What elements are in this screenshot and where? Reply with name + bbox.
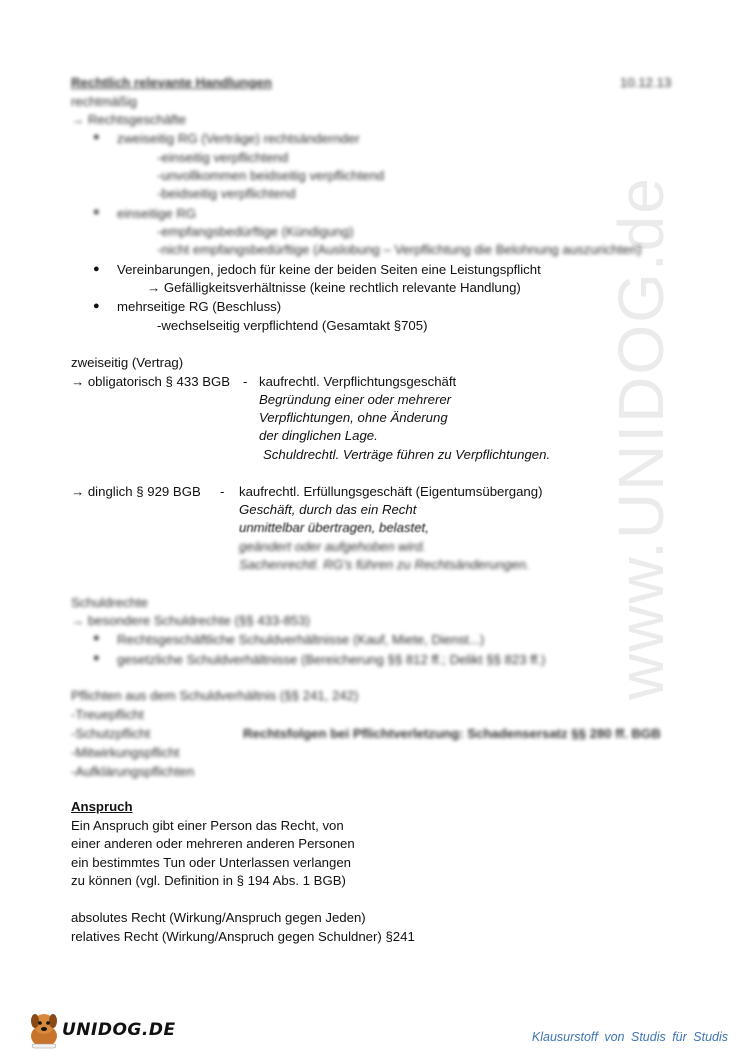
text-line: -Schutzpflicht [71, 726, 151, 741]
footer-tagline: Klausurstoff von Studis für Studis [531, 1030, 728, 1044]
text-line: absolutes Recht (Wirkung/Anspruch gegen Jeden) [71, 910, 366, 925]
text-line: geändert oder aufgehoben wird. [239, 539, 426, 554]
text-line: -wechselseitig verpflichtend (Gesamtakt §705) [157, 318, 428, 333]
text-line: Begründung einer oder mehrerer [259, 392, 452, 407]
text-line: Rechtsgeschäftliche Schuldverhältnisse (Kauf, Miete, Dienst...) [117, 632, 485, 647]
section-heading-anspruch: Anspruch [71, 799, 133, 814]
text-line: Schuldrechte [71, 595, 148, 610]
text-line: einer anderen oder mehreren anderen Personen [71, 836, 355, 851]
text-line: → dinglich § 929 BGB [71, 484, 201, 499]
dash: - [220, 484, 225, 499]
text-line: -unvollkommen beidseitig verpflichtend [157, 168, 385, 183]
text-line: ein bestimmtes Tun oder Unterlassen verlangen [71, 855, 352, 870]
section-heading: Rechtlich relevante Handlungen [71, 75, 272, 90]
text-line: Verpflichtungen, ohne Änderung [259, 410, 448, 425]
dash: - [243, 374, 248, 389]
text-line: kaufrechtl. Erfüllungsgeschäft (Eigentumsübergang) [239, 484, 543, 499]
text-line: → besondere Schuldrechte (§§ 433-853) [71, 613, 310, 628]
text-line: zweiseitig (Vertrag) [71, 355, 184, 370]
text-line: -Mitwirkungspflicht [71, 745, 180, 760]
text-line: Schuldrechtl. Verträge führen zu Verpflichtungen. [263, 447, 551, 462]
text-line: zu können (vgl. Definition in § 194 Abs. 1 BGB) [71, 873, 346, 888]
text-line: mehrseitige RG (Beschluss) [117, 299, 282, 314]
text-line: -einseitig verpflichtend [157, 150, 289, 165]
text-line: -Aufklärungspflichten [71, 764, 195, 779]
text-line: Vereinbarungen, jedoch für keine der beiden Seiten eine Leistungspflicht [117, 262, 541, 277]
text-line: -beidseitig verpflichtend [157, 186, 296, 201]
text-line: unmittelbar übertragen, belastet, [239, 520, 429, 535]
bullet: ● [93, 206, 100, 218]
text-line: gesetzliche Schuldverhältnisse (Bereicherung §§ 812 ff.; Delikt §§ 823 ff.) [117, 652, 546, 667]
text-line: → Rechtsgeschäfte [71, 112, 187, 127]
bullet: ● [93, 652, 100, 664]
text-line: Ein Anspruch gibt einer Person das Recht, von [71, 818, 344, 833]
text-line: Geschäft, durch das ein Recht [239, 502, 417, 517]
text-line: der dinglichen Lage. [259, 428, 378, 443]
text-line: zweiseitig RG (Verträge) rechtsändernder [117, 131, 360, 146]
text-line: einseitige RG [117, 206, 197, 221]
text-line: relatives Recht (Wirkung/Anspruch gegen Schuldner) §241 [71, 929, 415, 944]
text-line: → Gefälligkeitsverhältnisse (keine rechtlich relevante Handlung) [147, 280, 521, 295]
text-line: Sachenrechtl. RG's führen zu Rechtsänderungen. [239, 557, 530, 572]
unidog-logo [22, 1008, 176, 1052]
dog-icon [22, 1008, 66, 1052]
text-line: -empfangsbedürftige (Kündigung) [157, 224, 354, 239]
text-line: -nicht empfangsbedürftige (Auslobung – Verpflichtung die Belohnung auszurichten) [157, 242, 642, 257]
text-line: Pflichten aus dem Schuldverhältnis (§§ 241, 242) [71, 688, 359, 703]
bullet: ● [93, 632, 100, 644]
text-line: rechtmäßig [71, 94, 137, 109]
bullet: ● [93, 131, 100, 143]
text-line: kaufrechtl. Verpflichtungsgeschäft [259, 374, 457, 389]
text-line: Rechtsfolgen bei Pflichtverletzung: Schadensersatz §§ 280 ff. BGB [243, 726, 661, 741]
text-line: → obligatorisch § 433 BGB [71, 374, 231, 389]
date: 10.12.13 [620, 75, 672, 90]
watermark: www.UNIDOG.de [605, 176, 677, 700]
text-line: -Treuepflicht [71, 707, 144, 722]
bullet: ● [93, 300, 100, 312]
logo-text: UNIDOG.DE [62, 1020, 176, 1040]
bullet: ● [93, 263, 100, 275]
